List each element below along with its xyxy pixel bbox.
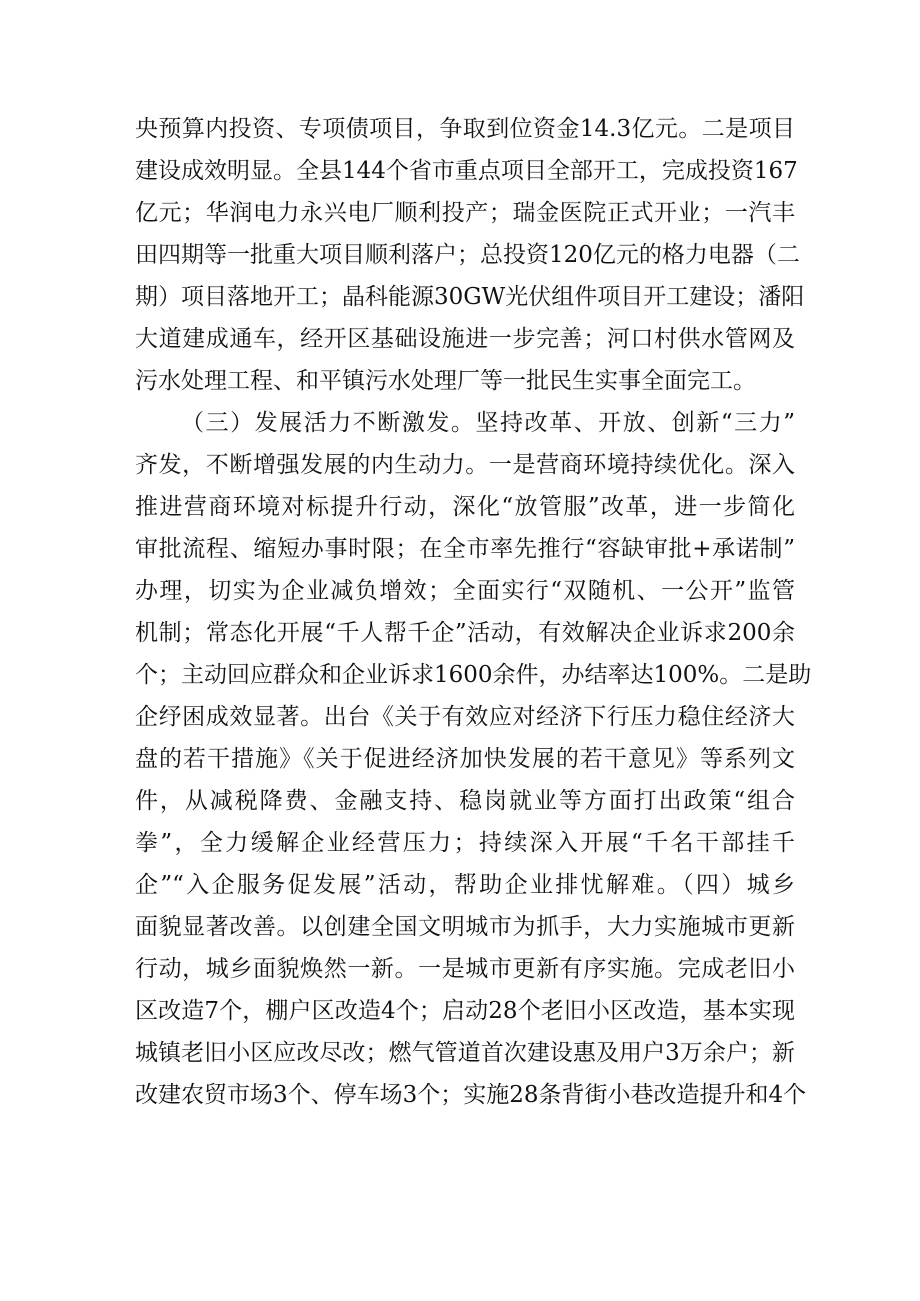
text-line: 央预算内投资、专项债项目，争取到位资金14.3亿元。二是项目 [135, 116, 795, 142]
text-line: 污水处理工程、和平镇污水处理厂等一批民生实事全面完工。 [135, 368, 756, 394]
text-line: 城镇老旧小区应改尽改；燃气管道首次建设惠及用户3万余户；新 [135, 1040, 795, 1066]
text-line: 机制；常态化开展“千人帮千企”活动，有效解决企业诉求200余 [135, 620, 795, 646]
text-line: 建设成效明显。全县144个省市重点项目全部开工，完成投资167 [135, 158, 798, 184]
text-line: （三）发展活力不断激发。坚持改革、开放、创新“三力” [181, 410, 795, 436]
text-line: 行动，城乡面貌焕然一新。一是城市更新有序实施。完成老旧小 [135, 956, 795, 982]
text-line: 齐发，不断增强发展的内生动力。一是营商环境持续优化。深入 [135, 452, 795, 478]
text-line: 期）项目落地开工；晶科能源30GW光伏组件项目开工建设；潘阳 [135, 284, 805, 310]
text-line: 件，从减税降费、金融支持、稳岗就业等方面打出政策“组合 [135, 788, 795, 814]
text-line: 田四期等一批重大项目顺利落户；总投资120亿元的格力电器（二 [135, 242, 800, 268]
text-line: 个；主动回应群众和企业诉求1600余件，办结率达100%。二是助 [135, 662, 812, 688]
text-line: 大道建成通车，经开区基础设施进一步完善；河口村供水管网及 [135, 326, 795, 352]
text-line: 盘的若干措施》《关于促进经济加快发展的若干意见》等系列文 [135, 746, 795, 772]
text-line: 亿元；华润电力永兴电厂顺利投产；瑞金医院正式开业；一汽丰 [135, 200, 795, 226]
text-line: 办理，切实为企业减负增效；全面实行“双随机、一公开”监管 [135, 578, 795, 604]
text-line: 区改造7个，棚户区改造4个；启动28个老旧小区改造，基本实现 [135, 998, 795, 1024]
text-line: 面貌显著改善。以创建全国文明城市为抓手，大力实施城市更新 [135, 914, 795, 940]
text-line: 推进营商环境对标提升行动，深化“放管服”改革，进一步简化 [135, 494, 795, 520]
text-line: 审批流程、缩短办事时限；在全市率先推行“容缺审批+承诺制” [135, 536, 795, 562]
text-line: 企”“入企服务促发展”活动，帮助企业排忧解难。（四）城乡 [135, 872, 795, 898]
body-text [135, 108, 812, 1116]
text-line: 企纾困成效显著。出台《关于有效应对经济下行压力稳住经济大 [135, 704, 795, 730]
text-line: 拳”，全力缓解企业经营压力；持续深入开展“千名干部挂千 [135, 830, 795, 856]
text-line: 改建农贸市场3个、停车场3个；实施28条背街小巷改造提升和4个 [135, 1082, 807, 1108]
